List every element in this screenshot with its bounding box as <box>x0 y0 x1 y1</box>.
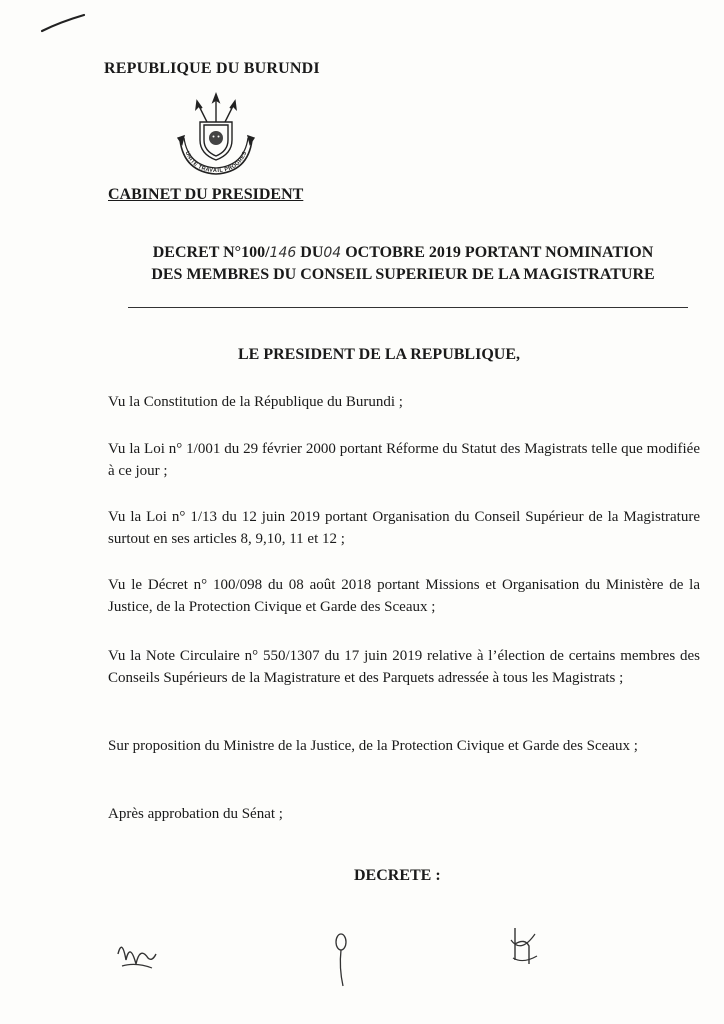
decree-title-line-2: DES MEMBRES DU CONSEIL SUPERIEUR DE LA MAGISTRATURE <box>151 266 655 283</box>
decree-du: DU <box>300 244 324 261</box>
initials-signature-2 <box>325 920 359 990</box>
paragraph-note-circulaire: Vu la Note Circulaire n° 550/1307 du 17 juin 2019 relative à l’élection de certains membres des Conseils Supérieurs de la Magistrature et des Parquets adressée à tous les Magistrats ; <box>108 648 700 686</box>
paragraph-approbation: Après approbation du Sénat ; <box>108 806 283 822</box>
paragraph-loi-1-001: Vu la Loi n° 1/001 du 29 février 2000 portant Réforme du Statut des Magistrats telle que modifiée à ce jour ; <box>108 441 700 479</box>
decree-prefix: DECRET N°100/ <box>152 244 270 261</box>
paragraph-proposition: Sur proposition du Ministre de la Justice, de la Protection Civique et Garde des Sceaux ; <box>108 738 638 754</box>
initials-signature-1 <box>112 920 162 990</box>
initials-signature-3 <box>505 920 545 990</box>
paragraph-decret-100-098: Vu le Décret n° 100/098 du 08 août 2018 portant Missions et Organisation du Ministère de la Justice, de la Protection Civique et Garde des Sceaux ; <box>108 577 700 615</box>
decree-title-line-1 <box>98 244 708 262</box>
cabinet-heading: CABINET DU PRESIDENT <box>108 186 304 203</box>
decree-title-rest: OCTOBRE 2019 PORTANT NOMINATION <box>345 244 654 261</box>
handwritten-day: 04 <box>323 245 342 261</box>
republic-heading: REPUBLIQUE DU BURUNDI <box>104 60 320 77</box>
handwritten-decree-number: 146 <box>269 245 297 261</box>
emblem-motto: UNITE TRAVAIL PROGRES <box>183 150 249 175</box>
title-divider <box>128 307 688 308</box>
decrete-heading: DECRETE : <box>354 867 441 884</box>
paragraph-constitution: Vu la Constitution de la République du Burundi ; <box>108 394 403 410</box>
pen-mark <box>40 12 86 34</box>
president-heading: LE PRESIDENT DE LA REPUBLIQUE, <box>238 346 520 363</box>
paragraph-loi-1-13: Vu la Loi n° 1/13 du 12 juin 2019 portant Organisation du Conseil Supérieur de la Magistrature surtout en ses articles 8, 9,10, 11 et 12 ; <box>108 509 700 547</box>
coat-of-arms-emblem <box>170 92 262 180</box>
